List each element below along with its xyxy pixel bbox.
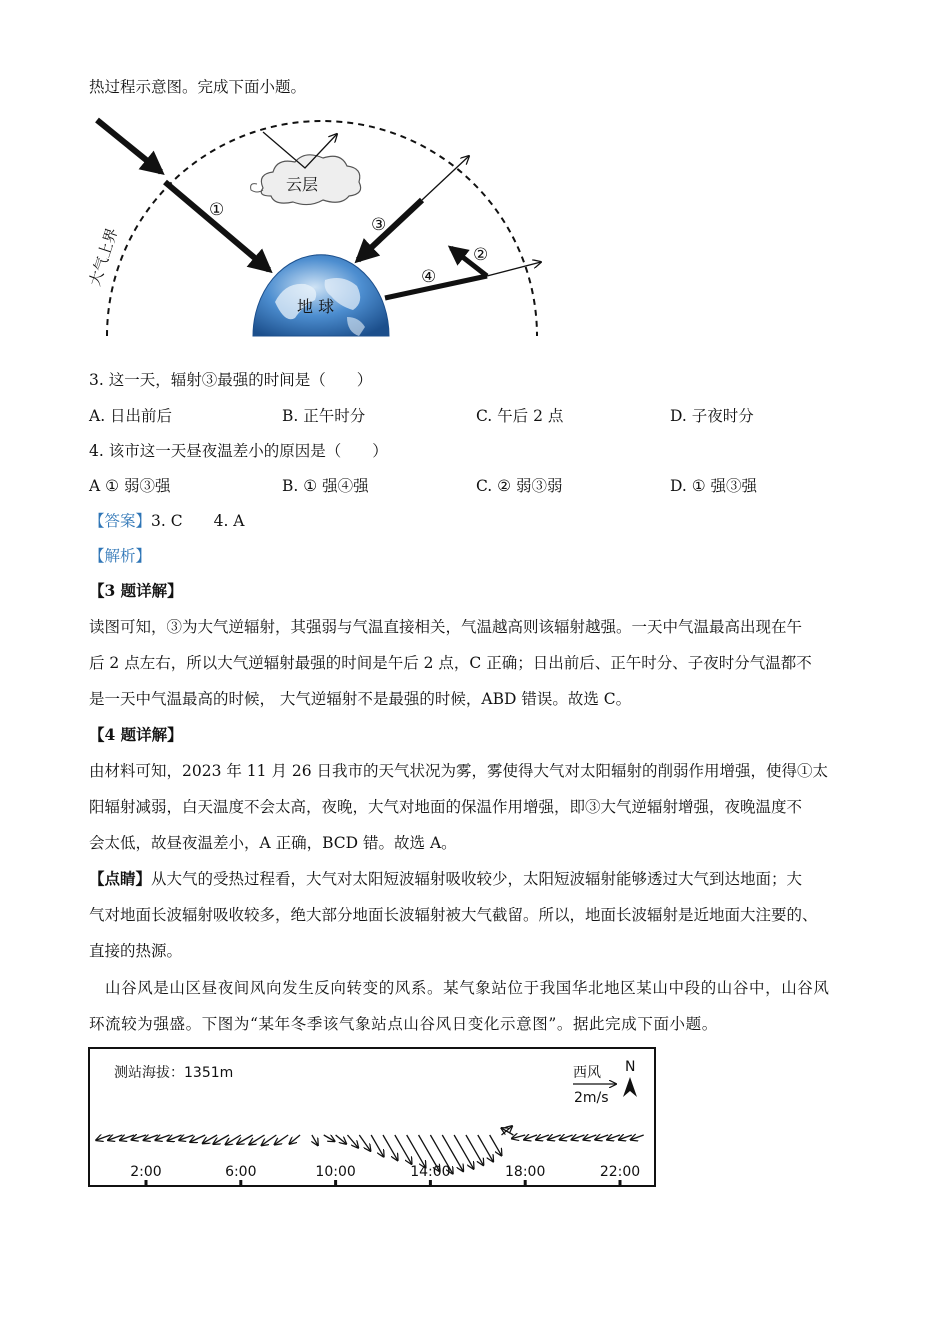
- q4-option-b: B. ① 强④强: [282, 477, 369, 495]
- q3-option-c: C. 午后 2 点: [476, 407, 564, 425]
- wind-arrow-31: [478, 1135, 493, 1162]
- north-label: N: [625, 1059, 636, 1075]
- label-3: ③: [371, 215, 387, 235]
- earth-globe: [253, 255, 389, 336]
- wind-arrow-32: [490, 1135, 502, 1156]
- q3-stem: 3. 这一天，辐射③最强的时间是（ ）: [89, 371, 373, 389]
- wind-arrow-17: [312, 1135, 318, 1145]
- tip-text-1: 从大气的受热过程看，大气对太阳短波辐射吸收较少，太阳短波辐射能够透过大气到达地面；大: [151, 870, 803, 888]
- q4-option-c: C. ② 弱③弱: [476, 477, 563, 495]
- cloud-label: 云层: [286, 175, 319, 194]
- chart-title: 测站海拔：1351m: [114, 1065, 234, 1081]
- answer-text: 3. C 4. A: [151, 512, 245, 530]
- atmosphere-label: 大气上界: [85, 225, 122, 289]
- wind-arrow-38: [548, 1135, 561, 1140]
- legend-speed: 2m/s: [574, 1090, 609, 1106]
- wind-arrow-41: [583, 1135, 596, 1140]
- atmos-counter-radiation-arrow: [358, 200, 422, 260]
- tick-label-2: 10:00: [315, 1164, 356, 1180]
- q3-option-d: D. 子夜时分: [670, 407, 754, 425]
- atmos-radiation-up-line: [422, 156, 469, 200]
- q4-option-d: D. ① 强③强: [670, 477, 758, 495]
- wind-arrow-21: [359, 1135, 370, 1151]
- wind-arrow-39: [559, 1135, 572, 1140]
- q4-option-a: A ① 弱③强: [89, 477, 171, 495]
- detail4-tag: 【4 题详解】: [89, 725, 183, 744]
- detail3-tag: 【3 题详解】: [89, 581, 183, 600]
- analysis-tag: 【解析】: [89, 547, 152, 565]
- tick-label-4: 18:00: [505, 1164, 546, 1180]
- q3-option-a: A. 日出前后: [89, 407, 173, 425]
- label-4: ④: [421, 267, 437, 287]
- wind-arrow-19: [336, 1135, 347, 1144]
- wind-arrow-42: [595, 1135, 608, 1140]
- wind-arrow-20: [347, 1135, 358, 1148]
- passage-line-1: 山谷风是山区昼夜间风向发生反向转变的风系。某气象站位于我国华北地区某山中段的山谷中，山谷风: [105, 979, 830, 997]
- wind-arrow-43: [607, 1135, 620, 1140]
- tip-tag: 【点睛】: [89, 869, 152, 888]
- detail4-line-1: 由材料可知，2023 年 11 月 26 日我市的天气状况为雾，雾使得大气对太阳辐射的削弱作用增强，使得①太: [89, 762, 829, 780]
- tip-line-3: 直接的热源。: [89, 942, 183, 960]
- detail4-line-3: 会太低，故昼夜温差小，A 正确，BCD 错。故选 A。: [89, 834, 457, 852]
- tip-line-2: 气对地面长波辐射吸收较多，绝大部分地面长波辐射被大气截留。所以，地面长波辐射是近地面大注要的、: [89, 906, 818, 924]
- wind-arrows: [96, 1126, 644, 1174]
- tick-label-3: 14:00: [410, 1164, 451, 1180]
- wind-arrow-23: [383, 1135, 398, 1160]
- earth-label: 地 球: [297, 297, 335, 316]
- tick-label-1: 6:00: [225, 1164, 257, 1180]
- wind-arrow-45: [631, 1135, 644, 1140]
- detail3-line-3: 是一天中气温最高的时候， 大气逆辐射不是最强的时候，ABD 错误。故选 C。: [89, 690, 632, 708]
- wind-arrow-40: [571, 1135, 584, 1140]
- q4-stem: 4. 该市这一天昼夜温差小的原因是（ ）: [89, 442, 388, 460]
- wind-arrow-18: [324, 1135, 335, 1141]
- passage-line-2: 环流较为强盛。下图为“某年冬季该气象站点山谷风日变化示意图”。据此完成下面小题。: [89, 1015, 718, 1033]
- tick-label-5: 22:00: [599, 1164, 641, 1180]
- label-1: ①: [209, 200, 225, 220]
- tick-label-0: 2:00: [130, 1164, 162, 1180]
- wind-arrow-44: [619, 1135, 632, 1140]
- intro-line: 热过程示意图。完成下面小题。: [89, 78, 307, 96]
- q3-option-b: B. 正午时分: [282, 407, 366, 425]
- north-arrow-icon: [623, 1077, 637, 1097]
- tip-line-1: [89, 869, 802, 889]
- atmosphere-heat-diagram: [85, 112, 555, 342]
- wind-arrow-15: [274, 1135, 288, 1145]
- detail3-line-2: 后 2 点左右，所以大气逆辐射最强的时间是午后 2 点，C 正确；日出前后、正午时分、子夜时分气温都不: [89, 654, 812, 672]
- wind-arrow-37: [536, 1135, 549, 1140]
- wind-arrow-29: [454, 1135, 474, 1169]
- solar-radiation-arrow: [165, 182, 269, 270]
- valley-wind-chart: [88, 1047, 658, 1189]
- answer-line: [89, 511, 245, 531]
- wind-arrow-36: [524, 1135, 537, 1140]
- wind-arrow-35: [512, 1135, 526, 1139]
- solar-radiation-arrow-outer: [97, 120, 161, 172]
- legend-label: 西风: [573, 1065, 601, 1081]
- wind-arrow-9: [203, 1135, 218, 1143]
- time-axis: [130, 1164, 640, 1186]
- wind-arrow-14: [261, 1135, 276, 1145]
- wind-arrow-16: [289, 1135, 300, 1144]
- wind-arrow-25: [407, 1135, 426, 1168]
- detail3-line-1: 读图可知，③为大气逆辐射，其强弱与气温直接相关，气温越高则该辐射越强。一天中气温最高出现在午: [89, 618, 803, 636]
- label-2: ②: [473, 245, 489, 265]
- wind-arrow-22: [371, 1135, 384, 1157]
- detail4-line-2: 阳辐射减弱，白天温度不会太高，夜晚，大气对地面的保温作用增强，即③大气逆辐射增强，夜晚温度不: [89, 798, 803, 816]
- ground-radiation-to-space-line: [487, 262, 541, 276]
- answer-tag: 【答案】: [89, 512, 152, 530]
